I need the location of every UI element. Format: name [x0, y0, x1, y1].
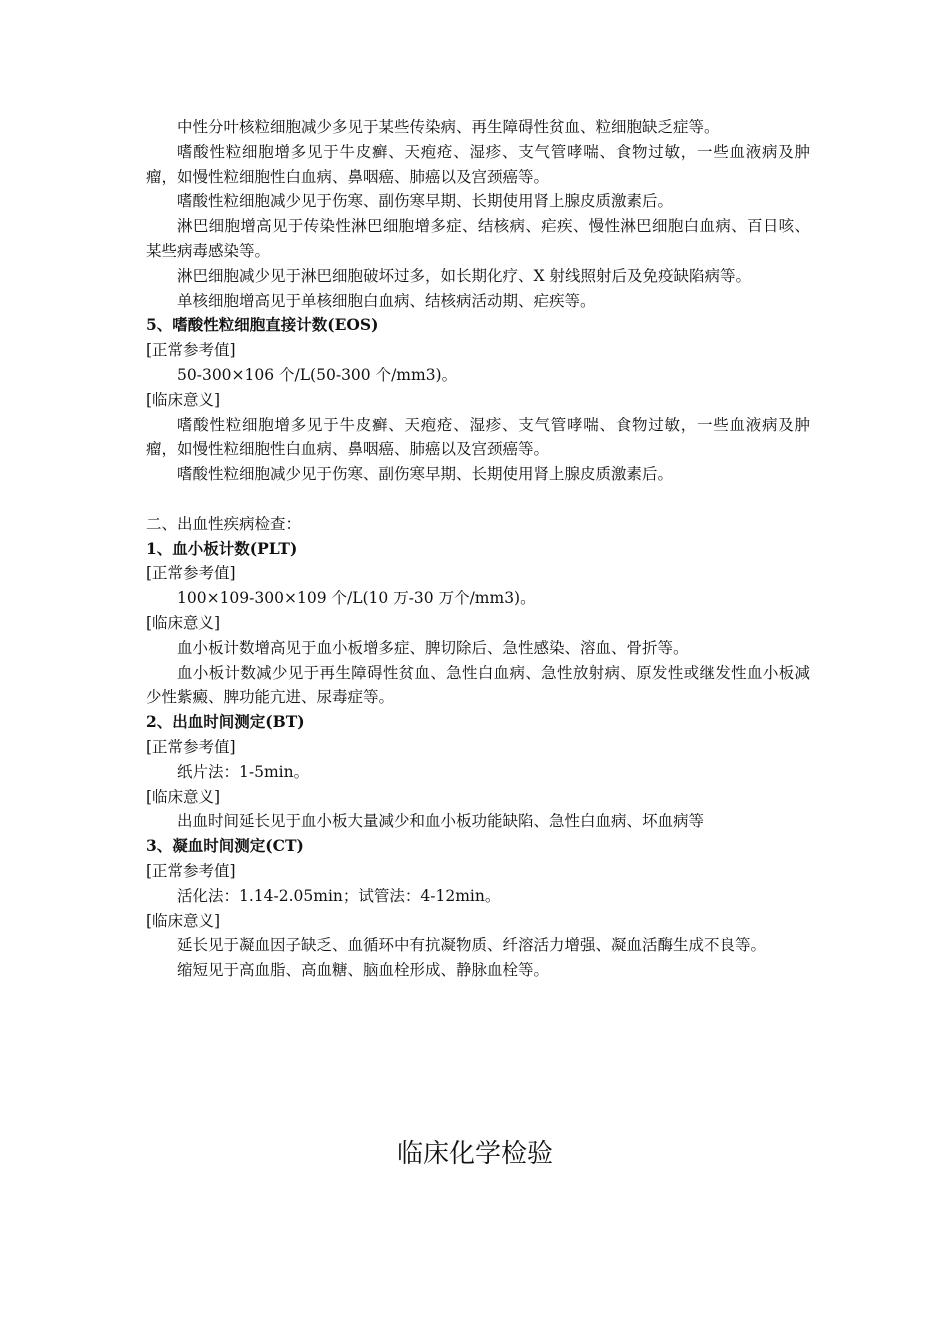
clinical-paragraph: 血小板计数增高见于血小板增多症、脾切除后、急性感染、溶血、骨折等。 — [177, 638, 689, 657]
normal-value: 活化法：1.14-2.05min；试管法：4-12min。 — [177, 886, 501, 905]
ct-heading: 3、凝血时间测定(CT) — [146, 836, 304, 856]
clinical-paragraph: 延长见于凝血因子缺乏、血循环中有抗凝物质、纤溶活力增强、凝血活酶生成不良等。 — [177, 936, 767, 955]
bt-heading: 2、出血时间测定(BT) — [146, 712, 305, 732]
eos-heading: 5、嗜酸性粒细胞直接计数(EOS) — [146, 315, 379, 335]
plt-heading: 1、血小板计数(PLT) — [146, 538, 298, 558]
clinical-paragraph: 出血时间延长见于血小板大量减少和血小板功能缺陷、急性白血病、坏血病等 — [177, 812, 705, 831]
clinical-significance-label: [临床意义] — [146, 787, 221, 806]
section-spacer — [146, 487, 810, 512]
clinical-paragraph: 嗜酸性粒细胞增多见于牛皮癣、天疱疮、湿疹、支气管哮喘、食物过敏，一些血液病及肿瘤，如慢性粒细胞性白血病、鼻咽癌、肺癌以及宫颈癌等。 — [146, 415, 810, 459]
clinical-significance-label: [临床意义] — [146, 911, 221, 930]
paragraph: 淋巴细胞减少见于淋巴细胞破坏过多，如长期化疗、X 射线照射后及免疫缺陷病等。 — [177, 266, 751, 285]
normal-value-label: [正常参考值] — [146, 737, 236, 756]
clinical-paragraph: 嗜酸性粒细胞减少见于伤寒、副伤寒早期、长期使用肾上腺皮质激素后。 — [177, 465, 674, 484]
paragraph: 中性分叶核粒细胞减少多见于某些传染病、再生障碍性贫血、粒细胞缺乏症等。 — [177, 118, 720, 136]
paragraph: 淋巴细胞增高见于传染性淋巴细胞增多症、结核病、疟疾、慢性淋巴细胞白血病、百日咳、某些病毒感染等。 — [146, 217, 810, 260]
normal-value: 100×109-300×109 个/L(10 万-30 万个/mm3)。 — [177, 589, 536, 608]
paragraph: 嗜酸性粒细胞减少见于伤寒、副伤寒早期、长期使用肾上腺皮质激素后。 — [177, 192, 674, 211]
normal-value: 纸片法：1-5min。 — [177, 762, 310, 781]
section-title: 二、出血性疾病检查： — [146, 514, 302, 533]
paragraph: 嗜酸性粒细胞增多见于牛皮癣、天疱疮、湿疹、支气管哮喘、食物过敏，一些血液病及肿瘤，如慢性粒细胞性白血病、鼻咽癌、肺癌以及宫颈癌等。 — [146, 142, 810, 186]
normal-value-label: [正常参考值] — [146, 341, 236, 360]
paragraph: 单核细胞增高见于单核细胞白血病、结核病活动期、疟疾等。 — [177, 291, 596, 310]
clinical-paragraph: 缩短见于高血脂、高血糖、脑血栓形成、静脉血栓等。 — [177, 961, 550, 980]
normal-value-label: [正常参考值] — [146, 861, 236, 880]
clinical-paragraph: 血小板计数减少见于再生障碍性贫血、急性白血病、急性放射病、原发性或继发性血小板减少性紫癜、脾功能亢进、尿毒症等。 — [146, 663, 810, 707]
chapter-title: 临床化学检验 — [396, 1139, 553, 1169]
normal-value-label: [正常参考值] — [146, 564, 236, 583]
clinical-significance-label: [临床意义] — [146, 613, 221, 632]
normal-value: 50-300×106 个/L(50-300 个/mm3)。 — [177, 365, 458, 384]
clinical-significance-label: [临床意义] — [146, 390, 221, 409]
document-body — [146, 115, 810, 983]
